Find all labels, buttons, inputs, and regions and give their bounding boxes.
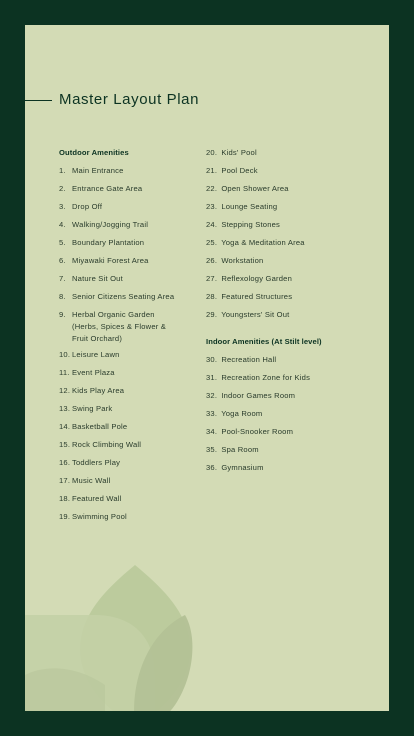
list-item: 32. Indoor Games Room xyxy=(206,391,296,400)
list-item: 11. Event Plaza xyxy=(59,368,115,377)
list-item: 35. Spa Room xyxy=(206,445,259,454)
list-item: 21. Pool Deck xyxy=(206,166,258,175)
title-rule xyxy=(25,100,52,101)
list-item: 16. Toddlers Play xyxy=(59,458,121,467)
list-item: 14. Basketball Pole xyxy=(59,422,128,431)
list-item: 3. Drop Off xyxy=(59,202,103,211)
list-item: 34. Pool-Snooker Room xyxy=(206,427,294,436)
layout-plan-card xyxy=(25,25,389,711)
list-item: 19. Swimming Pool xyxy=(59,512,127,521)
list-item: 9. Herbal Organic Garden (Herbs, Spices & Flower & Fruit Orchard) xyxy=(59,310,167,343)
list-item: 10. Leisure Lawn xyxy=(59,350,120,359)
list-item: 12. Kids Play Area xyxy=(59,386,125,395)
list-item: 20. Kids' Pool xyxy=(206,148,257,157)
list-item: 6. Miyawaki Forest Area xyxy=(59,256,149,265)
indoor-heading: Indoor Amenities (At Stilt level) xyxy=(206,337,322,346)
list-item: 25. Yoga & Meditation Area xyxy=(206,238,305,247)
list-item: 22. Open Shower Area xyxy=(206,184,289,193)
list-item: 28. Featured Structures xyxy=(206,292,293,301)
list-item: 30. Recreation Hall xyxy=(206,355,277,364)
list-item: 8. Senior Citizens Seating Area xyxy=(59,292,175,301)
list-item: 33. Yoga Room xyxy=(206,409,263,418)
list-item: 18. Featured Wall xyxy=(59,494,122,503)
list-item: 2. Entrance Gate Area xyxy=(59,184,143,193)
list-item: 27. Reflexology Garden xyxy=(206,274,293,283)
list-item: 5. Boundary Plantation xyxy=(59,238,145,247)
list-item: 4. Walking/Jogging Trail xyxy=(59,220,149,229)
list-item: 1. Main Entrance xyxy=(59,166,124,175)
list-item: 29. Youngsters' Sit Out xyxy=(206,310,290,319)
list-item: 7. Nature Sit Out xyxy=(59,274,123,283)
list-item: 26. Workstation xyxy=(206,256,264,265)
list-item: 17. Music Wall xyxy=(59,476,111,485)
list-item: 24. Stepping Stones xyxy=(206,220,281,229)
outdoor-heading: Outdoor Amenities xyxy=(59,148,129,157)
list-item: 31. Recreation Zone for Kids xyxy=(206,373,311,382)
list-item: 15. Rock Climbing Wall xyxy=(59,440,142,449)
list-item: 23. Lounge Seating xyxy=(206,202,278,211)
page-title: Master Layout Plan xyxy=(59,91,200,108)
list-item: 13. Swing Park xyxy=(59,404,113,413)
list-item: 36. Gymnasium xyxy=(206,463,264,472)
